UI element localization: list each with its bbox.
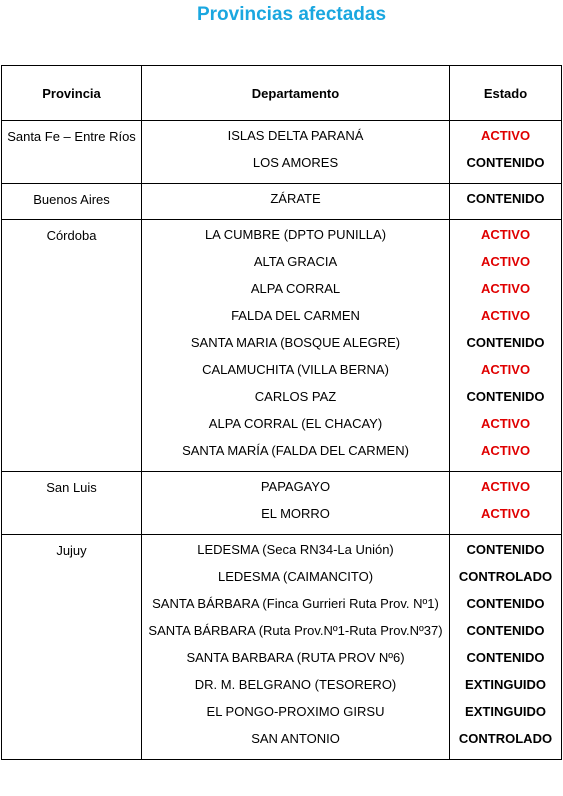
department-cell [142, 535, 450, 760]
header-departamento: Departamento [142, 66, 450, 121]
department-name: PAPAGAYO [260, 479, 331, 494]
department-name: SANTA BÁRBARA (Finca Gurrieri Ruta Prov. Nº1) [152, 596, 439, 611]
status-cell [450, 535, 562, 760]
status-badge: ACTIVO [480, 128, 531, 143]
department-cell [142, 220, 450, 472]
department-cell [142, 121, 450, 184]
status-badge: ACTIVO [480, 443, 531, 458]
status-cell [450, 220, 562, 472]
province-cell: Jujuy [2, 535, 142, 760]
table-row [2, 535, 562, 760]
department-name: LEDESMA (CAIMANCITO) [217, 569, 374, 584]
status-badge: CONTENIDO [466, 155, 545, 170]
status-badge: ACTIVO [480, 281, 531, 296]
province-cell: Córdoba [2, 220, 142, 472]
status-badge: CONTENIDO [466, 650, 545, 665]
table-row [2, 472, 562, 535]
department-name: EL PONGO-PROXIMO GIRSU [206, 704, 385, 719]
table-row [2, 121, 562, 184]
header-estado: Estado [450, 66, 562, 121]
status-cell [450, 184, 562, 220]
department-name: CARLOS PAZ [254, 389, 337, 404]
department-name: LEDESMA (Seca RN34-La Unión) [197, 542, 394, 557]
department-name: ALPA CORRAL [250, 281, 341, 296]
province-cell: San Luis [2, 472, 142, 535]
status-badge: CONTENIDO [466, 389, 545, 404]
status-badge: ACTIVO [480, 416, 531, 431]
status-cell [450, 472, 562, 535]
table-body [2, 121, 562, 760]
page-title: Provincias afectadas [196, 4, 387, 25]
status-badge: ACTIVO [480, 308, 531, 323]
department-name: FALDA DEL CARMEN [231, 308, 360, 323]
province-cell: Santa Fe – Entre Ríos [2, 121, 142, 184]
header-provincia: Provincia [2, 66, 142, 121]
status-badge: CONTENIDO [466, 542, 545, 557]
status-badge: CONTENIDO [466, 191, 545, 206]
department-name: EL MORRO [261, 506, 330, 521]
department-cell [142, 472, 450, 535]
province-cell: Buenos Aires [2, 184, 142, 220]
department-name: SANTA BARBARA (RUTA PROV Nº6) [186, 650, 405, 665]
status-badge: CONTENIDO [466, 335, 545, 350]
status-badge: ACTIVO [480, 479, 531, 494]
table-row [2, 184, 562, 220]
department-name: LA CUMBRE (DPTO PUNILLA) [204, 227, 387, 242]
department-name: LOS AMORES [252, 155, 339, 170]
status-badge: ACTIVO [480, 506, 531, 521]
status-badge: EXTINGUIDO [465, 704, 546, 719]
status-badge: EXTINGUIDO [465, 677, 546, 692]
department-name: SANTA MARIA (BOSQUE ALEGRE) [190, 335, 401, 350]
status-badge: CONTENIDO [466, 596, 545, 611]
department-name: ISLAS DELTA PARANÁ [227, 128, 364, 143]
table-row [2, 220, 562, 472]
department-name: ZÁRATE [270, 191, 321, 206]
department-name: DR. M. BELGRANO (TESORERO) [194, 677, 397, 692]
status-badge: ACTIVO [480, 227, 531, 242]
status-cell [450, 121, 562, 184]
status-badge: CONTROLADO [458, 731, 553, 746]
department-name: SANTA MARÍA (FALDA DEL CARMEN) [182, 443, 409, 458]
department-name: SANTA BÁRBARA (Ruta Prov.Nº1-Ruta Prov.Nº37) [148, 623, 443, 638]
department-name: CALAMUCHITA (VILLA BERNA) [202, 362, 389, 377]
department-name: ALPA CORRAL (EL CHACAY) [208, 416, 383, 431]
department-name: SAN ANTONIO [251, 731, 340, 746]
department-cell [142, 184, 450, 220]
table-header-row [2, 66, 562, 121]
status-badge: ACTIVO [480, 362, 531, 377]
status-badge: CONTROLADO [458, 569, 553, 584]
status-badge: CONTENIDO [466, 623, 545, 638]
status-badge: ACTIVO [480, 254, 531, 269]
affected-provinces-table [1, 65, 562, 760]
department-name: ALTA GRACIA [253, 254, 338, 269]
